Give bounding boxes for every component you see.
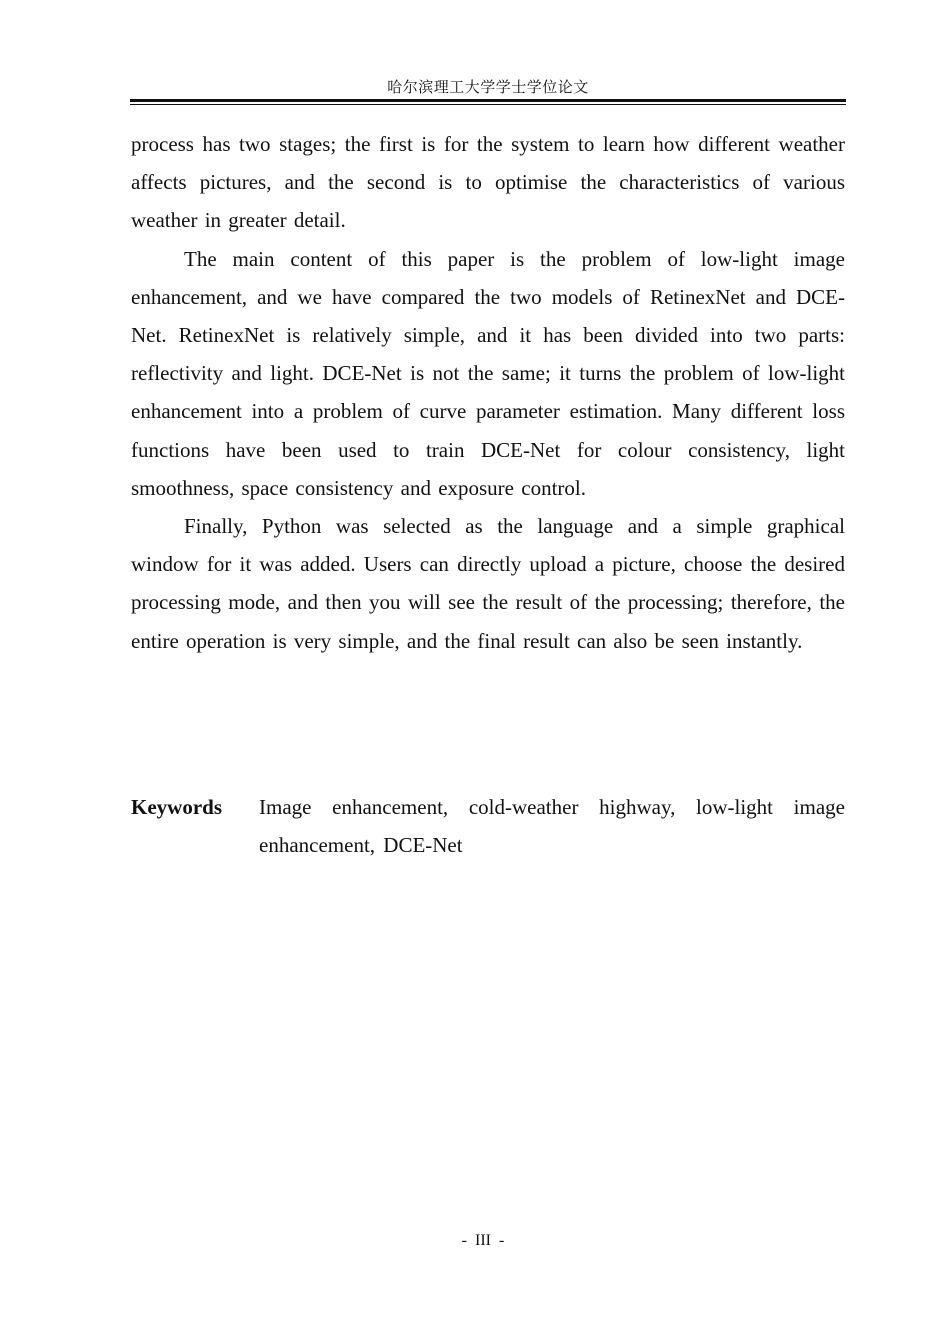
header-rule-thin (130, 104, 846, 105)
page-number: - III - (461, 1232, 505, 1249)
paragraph-main-content: The main content of this paper is the problem of low-light image enhancement, and we have compared the two models of RetinexNet and DCE-Net. RetinexNet is relatively simple, and it has been divided into two parts: reflectivity and light. DCE-Net is not the same; it turns the problem of low-light enhancement into a problem of curve parameter estimation. Many different loss functions have been used to train DCE-Net for colour consistency, light smoothness, space consistency and exposure control. (131, 246, 845, 500)
keywords-list: Image enhancement, cold-weather highway, low-light image enhancement, DCE-Net (259, 795, 845, 858)
paragraph-implementation: Finally, Python was selected as the language and a simple graphical window for it was added. Users can directly upload a picture, choose the desired processing mode, and then you will see the result of the processing; therefore, the entire operation is very simple, and the final result can also be seen instantly. (131, 514, 845, 653)
keywords-section (131, 788, 845, 864)
paragraph-continued: process has two stages; the first is for the system to learn how different weather affects pictures, and the second is to optimise the characteristics of various weather in greater detail. (131, 132, 845, 233)
header-rule-thick (130, 99, 846, 102)
keywords-label: Keywords (131, 795, 222, 819)
running-header: 哈尔滨理工大学学士学位论文 (387, 80, 589, 96)
abstract-body (131, 125, 845, 660)
